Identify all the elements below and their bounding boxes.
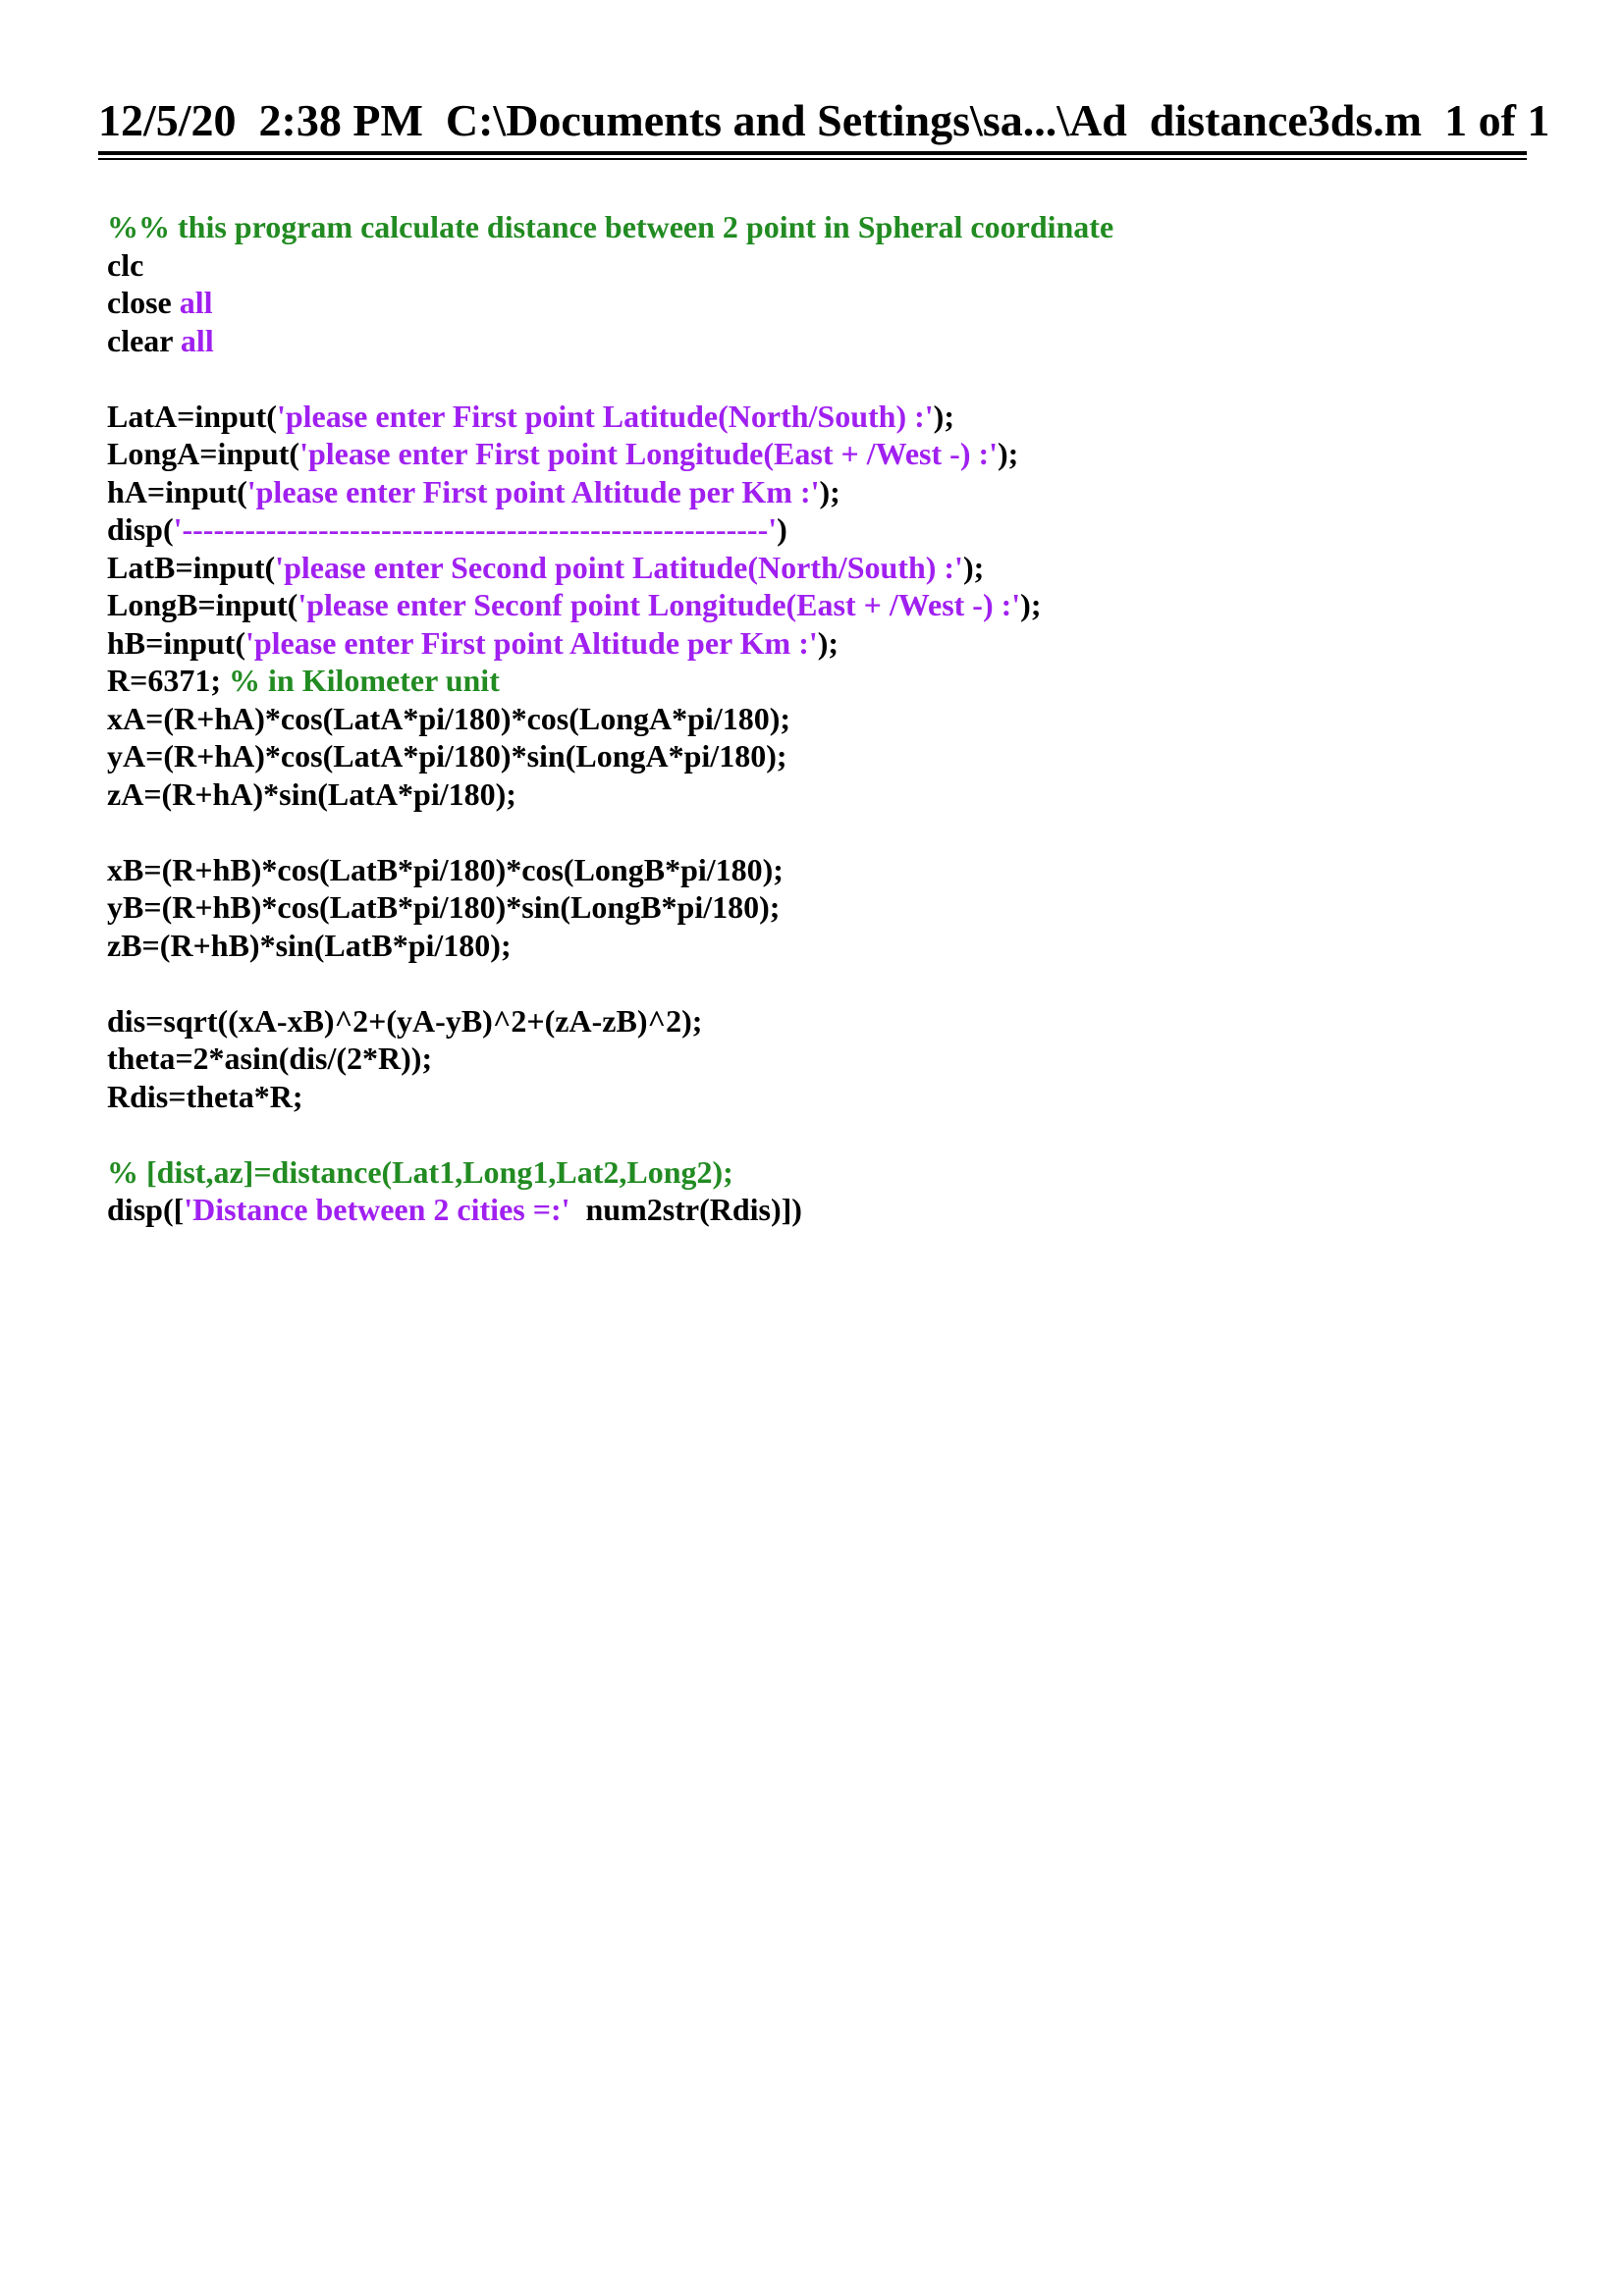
code-token-comment: %% this program calculate distance between 2 point in Spheral coordinate: [107, 209, 1114, 244]
code-line: [107, 888, 1521, 927]
code-token-plain: yB=(R+hB)*cos(LatB*pi/180)*sin(LongB*pi/180);: [107, 889, 781, 925]
code-token-string: 'please enter First point Altitude per Km :': [244, 624, 818, 661]
code-token-plain: yA=(R+hA)*cos(LatA*pi/180)*sin(LongA*pi/180);: [107, 738, 787, 774]
code-token-plain: disp([: [107, 1192, 185, 1227]
code-line: [107, 1115, 1521, 1153]
code-token-plain: clear: [107, 322, 181, 358]
code-line: [107, 964, 1521, 1002]
code-token-plain: disp(: [107, 511, 174, 547]
code-token-string: 'please enter First point Latitude(North/South) :': [276, 398, 934, 434]
code-token-keyword: all: [180, 322, 214, 358]
code-token-plain: Rdis=theta*R;: [107, 1078, 303, 1114]
code-line: [107, 1191, 1521, 1229]
code-token-plain: LatB=input(: [107, 549, 276, 585]
code-token-plain: zA=(R+hA)*sin(LatA*pi/180);: [107, 775, 516, 812]
code-token-plain: LongA=input(: [107, 436, 300, 471]
code-line: [107, 1002, 1521, 1041]
code-line: [107, 549, 1521, 587]
code-token-comment: % [dist,az]=distance(Lat1,Long1,Lat2,Long2);: [107, 1153, 733, 1190]
code-line: [107, 1153, 1521, 1192]
code-token-string: 'please enter Seconf point Longitude(East + /West -) :': [298, 587, 1021, 622]
code-line: [107, 510, 1521, 549]
code-token-plain: ): [777, 511, 787, 547]
code-line: [107, 851, 1521, 889]
code-line: [107, 359, 1521, 398]
code-token-plain: LatA=input(: [107, 398, 277, 434]
code-token-plain: num2str(Rdis)]): [569, 1192, 802, 1227]
code-line: [107, 398, 1521, 436]
code-token-plain: theta=2*asin(dis/(2*R));: [107, 1041, 433, 1076]
code-token-plain: xB=(R+hB)*cos(LatB*pi/180)*cos(LongB*pi/180);: [107, 851, 784, 887]
code-listing: [107, 208, 1521, 1229]
code-token-plain: close: [107, 285, 180, 320]
code-token-string: 'Distance between 2 cities =:': [184, 1192, 570, 1227]
code-token-plain: );: [933, 398, 954, 434]
code-line: [107, 927, 1521, 965]
code-line: [107, 208, 1521, 246]
code-token-comment: % in Kilometer unit: [229, 663, 500, 698]
code-token-plain: LongB=input(: [107, 587, 298, 622]
code-line: [107, 473, 1521, 511]
code-token-string: '--------------------------------------------------------': [173, 511, 778, 547]
code-token-string: 'please enter First point Altitude per Km :': [246, 473, 820, 509]
code-line: [107, 662, 1521, 700]
code-token-plain: dis=sqrt((xA-xB)^2+(yA-yB)^2+(zA-zB)^2);: [107, 1002, 703, 1039]
code-token-string: 'please enter Second point Latitude(North/South) :': [275, 549, 963, 585]
code-token-string: 'please enter First point Longitude(East + /West -) :': [299, 436, 999, 471]
code-token-plain: );: [1020, 587, 1042, 622]
code-token-plain: );: [817, 624, 839, 661]
code-token-plain: clc: [107, 246, 144, 283]
code-token-plain: hA=input(: [107, 473, 247, 509]
code-line: [107, 1078, 1521, 1116]
code-line: [107, 246, 1521, 285]
code-token-plain: R=6371;: [107, 663, 229, 698]
code-line: [107, 435, 1521, 473]
code-line: [107, 775, 1521, 814]
code-token-plain: xA=(R+hA)*cos(LatA*pi/180)*cos(LongA*pi/180);: [107, 700, 791, 736]
page-header: 12/5/20 2:38 PM C:\Documents and Settings\sa...\Ad distance3ds.m 1 of 1: [98, 98, 1527, 155]
code-line: [107, 737, 1521, 775]
code-token-keyword: all: [179, 285, 213, 320]
header-rule: [98, 158, 1527, 160]
code-token-plain: );: [998, 436, 1019, 471]
code-line: [107, 322, 1521, 360]
code-token-plain: hB=input(: [107, 624, 245, 661]
code-token-plain: zB=(R+hB)*sin(LatB*pi/180);: [107, 927, 512, 963]
code-line: [107, 624, 1521, 663]
code-line: [107, 586, 1521, 624]
code-token-plain: );: [962, 549, 985, 585]
code-line: [107, 813, 1521, 851]
code-line: [107, 284, 1521, 322]
code-line: [107, 700, 1521, 738]
code-token-plain: );: [819, 473, 840, 509]
code-line: [107, 1040, 1521, 1078]
